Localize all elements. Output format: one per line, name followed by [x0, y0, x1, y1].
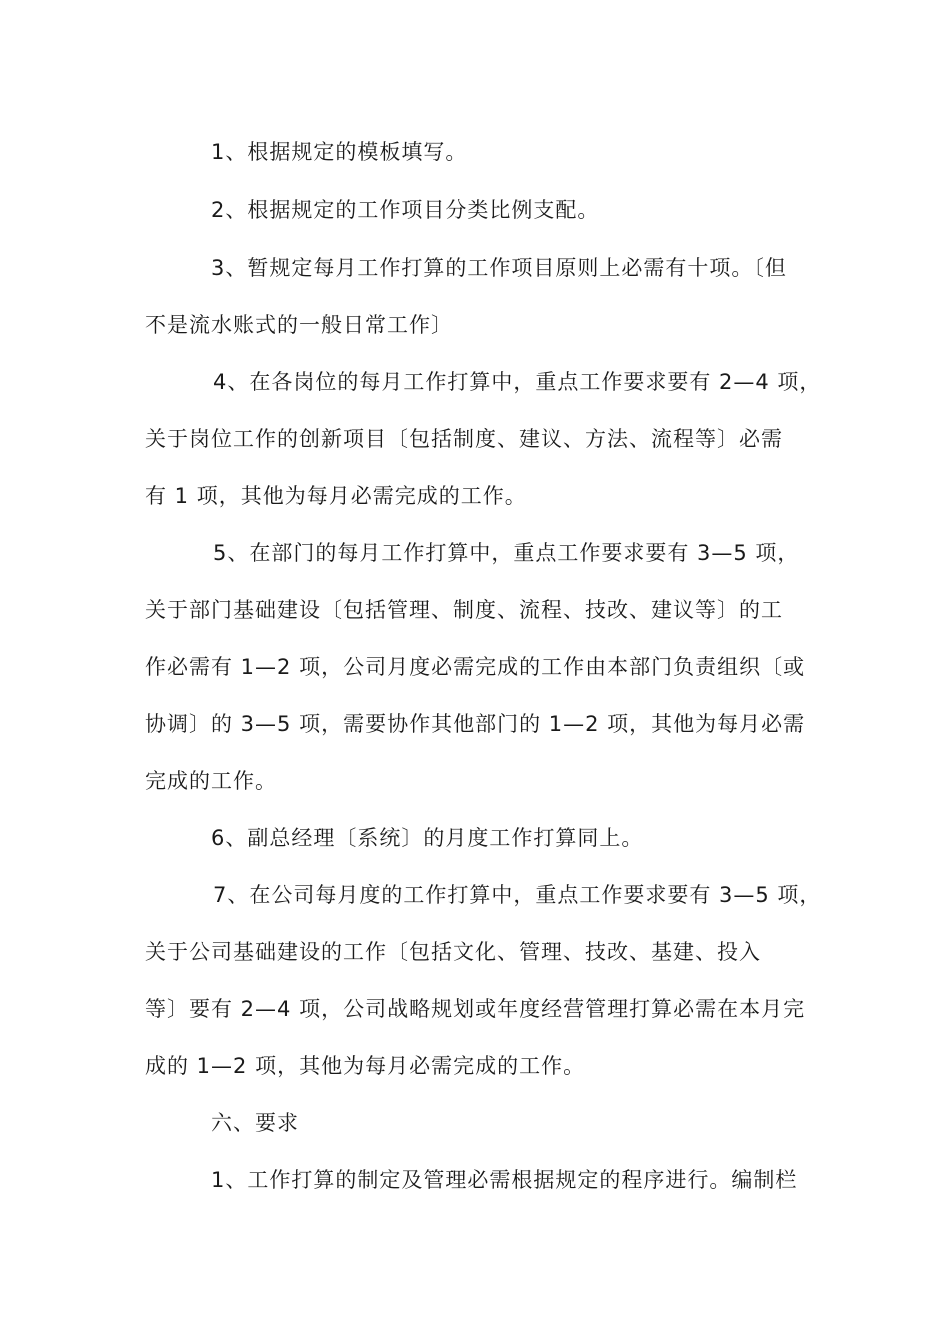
text-line: 1、根据规定的模板填写。 [211, 140, 468, 164]
text-line: 6、副总经理〔系统〕的月度工作打算同上。 [211, 826, 644, 850]
text-line: 3、暂规定每月工作打算的工作项目原则上必需有十项。〔但 [211, 256, 787, 280]
text-line: 有 1 项，其他为每月必需完成的工作。 [145, 484, 527, 508]
text-line: 关于岗位工作的创新项目〔包括制度、建议、方法、流程等〕必需 [145, 427, 783, 451]
text-line: 2、根据规定的工作项目分类比例支配。 [211, 198, 600, 222]
text-line: 关于公司基础建设的工作〔包括文化、管理、技改、基建、投入 [145, 940, 761, 964]
text-line: 协调〕的 3—5 项，需要协作其他部门的 1—2 项，其他为每月必需 [145, 712, 806, 736]
text-line: 1、工作打算的制定及管理必需根据规定的程序进行。编制栏 [211, 1168, 798, 1192]
text-line: 关于部门基础建设〔包括管理、制度、流程、技改、建议等〕的工 [145, 598, 783, 622]
text-line: 成的 1—2 项，其他为每月必需完成的工作。 [145, 1054, 586, 1078]
text-line: 7、在公司每月度的工作打算中，重点工作要求要有 3—5 项， [213, 883, 822, 907]
text-line: 不是流水账式的一般日常工作〕 [145, 313, 453, 337]
section-heading: 六、要求 [211, 1111, 299, 1135]
text-line: 作必需有 1—2 项，公司月度必需完成的工作由本部门负责组织〔或 [145, 655, 806, 679]
text-line: 5、在部门的每月工作打算中，重点工作要求要有 3—5 项， [213, 541, 800, 565]
text-line: 等〕要有 2—4 项，公司战略规划或年度经营管理打算必需在本月完 [145, 997, 806, 1021]
text-line: 完成的工作。 [145, 769, 277, 793]
text-line: 4、在各岗位的每月工作打算中，重点工作要求要有 2—4 项， [213, 370, 822, 394]
